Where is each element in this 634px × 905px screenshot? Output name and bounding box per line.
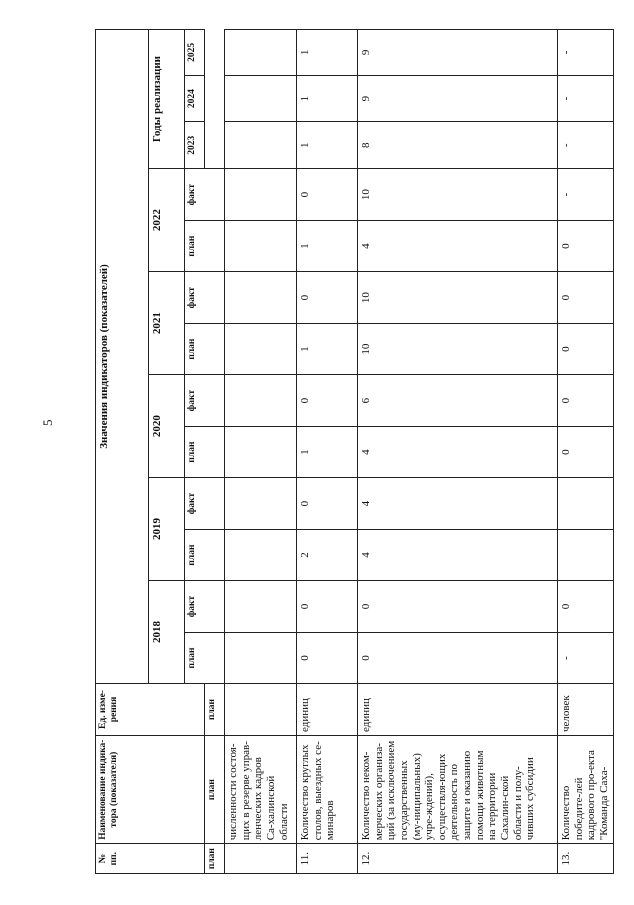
plan-header: план [205, 844, 225, 874]
value-cell: 0 [558, 272, 614, 324]
value-cell [225, 478, 297, 530]
value-cell [225, 530, 297, 581]
row-no: 11. [297, 844, 358, 874]
year-header-2018: 2018 [149, 581, 185, 684]
future-year-2023: 2023 [185, 122, 205, 169]
year-header-2020: 2020 [149, 375, 185, 478]
fact-header: факт [185, 581, 225, 633]
value-cell: 0 [558, 427, 614, 478]
col-header-name: Наименование индика-тора (показателя) [96, 736, 205, 844]
value-cell: 0 [558, 375, 614, 427]
value-cell: 0 [297, 633, 358, 684]
value-cell [225, 427, 297, 478]
value-cell: - [558, 169, 614, 221]
indicators-table [95, 29, 614, 874]
row-no [225, 844, 297, 874]
value-cell [225, 169, 297, 221]
value-cell [225, 221, 297, 272]
value-cell: 4 [358, 530, 558, 581]
value-cell [225, 324, 297, 375]
value-cell: 1 [297, 221, 358, 272]
value-cell [225, 375, 297, 427]
value-cell: 0 [358, 633, 558, 684]
fact-header: факт [185, 272, 225, 324]
rotated-table-wrapper [95, 29, 610, 874]
table-row [558, 30, 614, 874]
value-cell: 0 [297, 581, 358, 633]
row-name: численности состоя-щих в резерве управ-ленческих кадров Са-халинской области [225, 736, 297, 844]
value-cell: 0 [297, 375, 358, 427]
value-cell: 1 [297, 122, 358, 169]
row-unit: человек [558, 683, 614, 735]
value-cell: 4 [358, 221, 558, 272]
future-year-2025: 2025 [185, 30, 205, 76]
row-no: 13. [558, 844, 614, 874]
plan-header: план [205, 736, 225, 844]
row-unit [225, 683, 297, 735]
year-header-2022: 2022 [149, 169, 185, 272]
value-cell: 0 [297, 478, 358, 530]
row-unit: единиц [358, 683, 558, 735]
value-cell: 10 [358, 272, 558, 324]
value-cell: 6 [358, 375, 558, 427]
value-cell: 0 [558, 221, 614, 272]
value-cell: 10 [358, 169, 558, 221]
fact-header: факт [185, 169, 225, 221]
fact-header: факт [185, 375, 225, 427]
row-name: Количество неком-мерческих организа-ций (за исключением государственных (му-ниципальных) учре-ждений), осуществля-ющих деятельность по защите и оказанию помощи животным на территории Сахалин-ской области и полу-чивших субсидии [358, 736, 558, 844]
plan-header: план [185, 633, 225, 684]
plan-header: план [205, 683, 225, 735]
value-cell: 1 [297, 324, 358, 375]
header-row-1 [96, 30, 149, 874]
value-cell [225, 30, 297, 76]
value-cell [225, 581, 297, 633]
value-cell [225, 122, 297, 169]
value-cell: - [558, 30, 614, 76]
years-impl-header: Годы реализации [149, 30, 185, 169]
value-cell [558, 530, 614, 581]
year-header-2019: 2019 [149, 478, 185, 581]
col-header-unit: Ед. изме-рения [96, 683, 205, 735]
page-number: 5 [40, 419, 55, 426]
col-header-values: Значения индикаторов (показателей) [96, 30, 149, 684]
value-cell: - [558, 122, 614, 169]
value-cell: 4 [358, 427, 558, 478]
value-cell: 0 [358, 581, 558, 633]
value-cell: 4 [358, 478, 558, 530]
year-header-2021: 2021 [149, 272, 185, 375]
value-cell [225, 272, 297, 324]
value-cell: 0 [558, 324, 614, 375]
value-cell [225, 75, 297, 122]
plan-header: план [185, 427, 225, 478]
value-cell [558, 478, 614, 530]
fact-header: факт [185, 478, 225, 530]
value-cell: 8 [358, 122, 558, 169]
future-year-2024: 2024 [185, 75, 205, 122]
plan-header: план [185, 530, 225, 581]
table-row [225, 30, 297, 874]
value-cell: 1 [297, 30, 358, 76]
row-unit: единиц [297, 683, 358, 735]
value-cell: - [558, 75, 614, 122]
value-cell: 0 [297, 272, 358, 324]
value-cell: 10 [358, 324, 558, 375]
col-header-no: № пп. [96, 844, 205, 874]
plan-header: план [185, 221, 225, 272]
value-cell: 0 [297, 169, 358, 221]
value-cell: - [558, 633, 614, 684]
row-no: 12. [358, 844, 558, 874]
value-cell: 1 [297, 75, 358, 122]
value-cell [225, 633, 297, 684]
value-cell: 1 [297, 427, 358, 478]
value-cell: 9 [358, 75, 558, 122]
value-cell: 2 [297, 530, 358, 581]
table-row [358, 30, 558, 874]
row-name: Количество победите-лей кадрового про-екта "Команда Саха- [558, 736, 614, 844]
table-row [297, 30, 358, 874]
row-name: Количество круглых столов, выездных се-минаров [297, 736, 358, 844]
plan-header: план [185, 324, 225, 375]
value-cell: 0 [558, 581, 614, 633]
value-cell: 9 [358, 30, 558, 76]
